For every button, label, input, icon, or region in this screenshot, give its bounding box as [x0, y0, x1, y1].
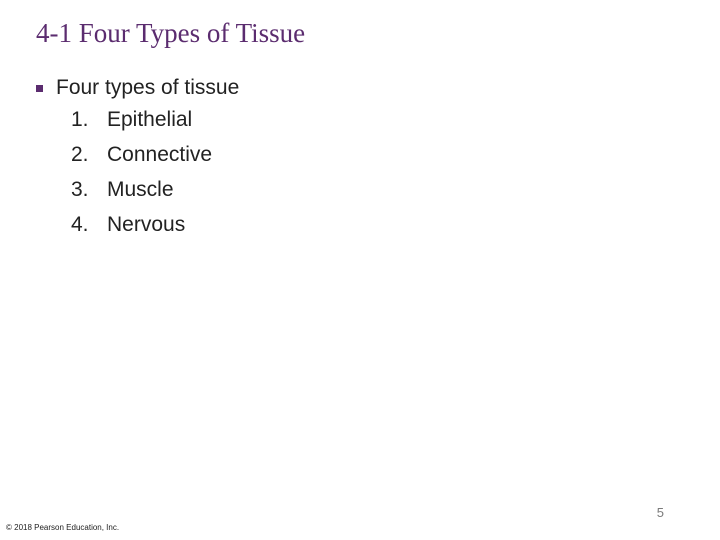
list-number: 4. — [71, 212, 89, 236]
list-label: Nervous — [107, 212, 186, 236]
list-label: Connective — [107, 142, 213, 166]
list-item — [36, 102, 239, 137]
list-number: 3. — [71, 177, 89, 201]
bullet-item — [36, 74, 239, 102]
copyright-notice: © 2018 Pearson Education, Inc. — [6, 523, 120, 532]
slide-body — [36, 74, 239, 242]
list-label: Muscle — [107, 177, 174, 201]
slide-number: 5 — [656, 505, 664, 520]
list-number: 1. — [71, 107, 89, 131]
slide-title: 4-1 Four Types of Tissue — [36, 18, 306, 48]
tissue-list — [36, 102, 239, 242]
list-number: 2. — [71, 142, 89, 166]
list-item — [36, 172, 239, 207]
square-bullet-icon — [36, 85, 43, 92]
list-item — [36, 207, 239, 242]
list-item — [36, 137, 239, 172]
bullet-text: Four types of tissue — [56, 76, 240, 99]
list-label: Epithelial — [107, 107, 193, 131]
